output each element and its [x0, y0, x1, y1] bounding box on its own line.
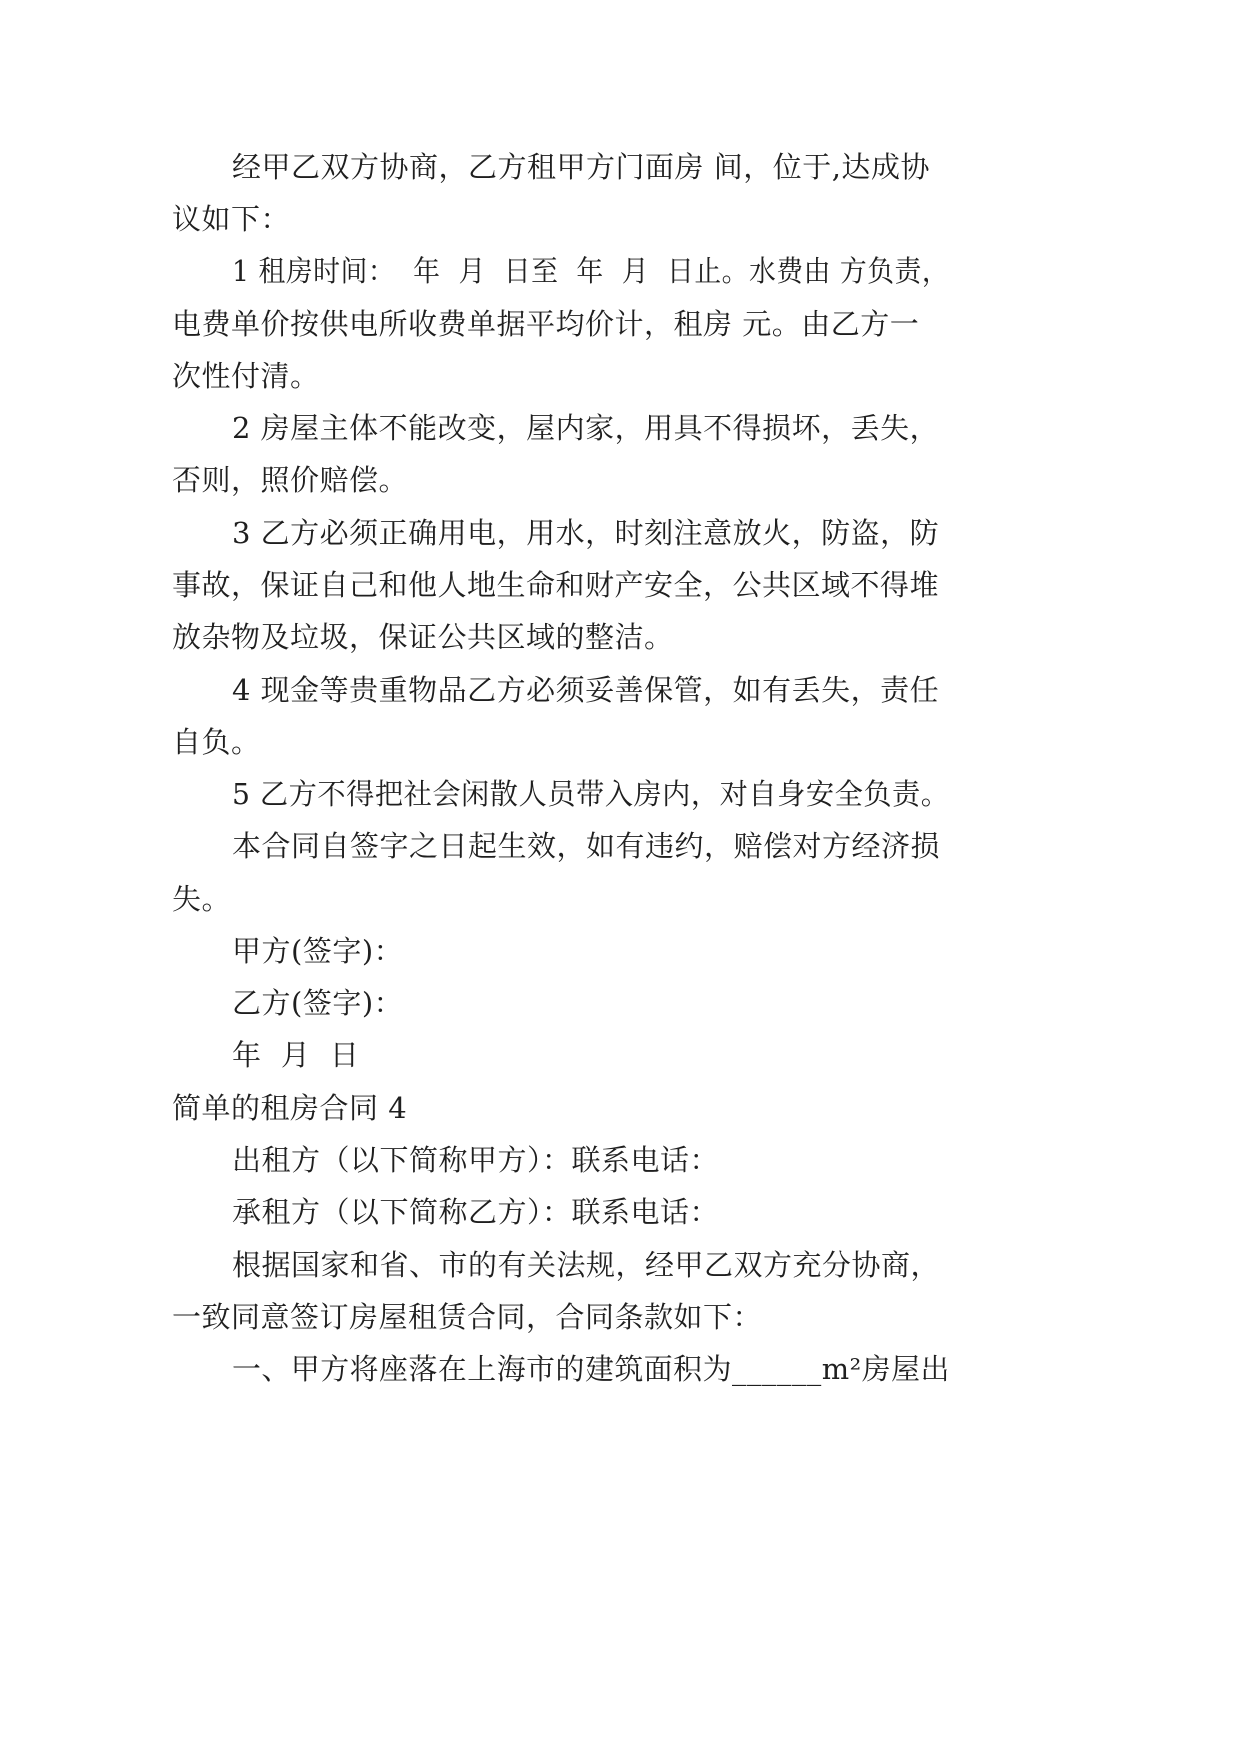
text-line: 放杂物及垃圾，保证公共区域的整洁。 — [172, 620, 674, 654]
text-line: 次性付清。 — [172, 359, 320, 393]
text-line: 事故，保证自己和他人地生命和财产安全，公共区域不得堆 — [172, 568, 940, 602]
text-line: 本合同自签字之日起生效，如有违约，赔偿对方经济损 — [232, 829, 941, 863]
date-line: 年 月 日 — [232, 1038, 360, 1072]
text-line: 承租方（以下简称乙方）：联系电话： — [232, 1195, 720, 1229]
text-line: 电费单价按供电所收费单据平均价计，租房 元。由乙方一 — [172, 307, 920, 341]
section-title: 简单的租房合同 4 — [172, 1091, 408, 1125]
signature-line-party-b: 乙方(签字)： — [232, 986, 404, 1020]
text-line: 出租方（以下简称甲方）：联系电话： — [232, 1143, 720, 1177]
text-line: 3 乙方必须正确用电，用水，时刻注意放火，防盗，防 — [232, 516, 940, 550]
signature-line-party-a: 甲方(签字)： — [232, 934, 404, 968]
text-line: 失。 — [172, 882, 232, 916]
text-line: 自负。 — [172, 725, 261, 759]
text-line: 经甲乙双方协商，乙方租甲方门面房 间，位于,达成协 — [232, 150, 930, 184]
text-line: 一、甲方将座落在上海市的建筑面积为______m²房屋出 — [232, 1352, 950, 1386]
text-line: 1 租房时间： 年 月 日至 年 月 日止。水费由 方负责， — [232, 254, 950, 288]
text-line: 议如下： — [172, 202, 291, 236]
text-line: 4 现金等贵重物品乙方必须妥善保管，如有丢失，责任 — [232, 673, 940, 707]
text-line: 5 乙方不得把社会闲散人员带入房内，对自身安全负责。 — [232, 777, 950, 811]
text-line: 根据国家和省、市的有关法规，经甲乙双方充分协商， — [232, 1248, 941, 1282]
text-line: 一致同意签订房屋租赁合同，合同条款如下： — [172, 1300, 763, 1334]
text-line: 否则，照价赔偿。 — [172, 463, 409, 497]
text-line: 2 房屋主体不能改变，屋内家，用具不得损坏，丢失， — [232, 411, 940, 445]
